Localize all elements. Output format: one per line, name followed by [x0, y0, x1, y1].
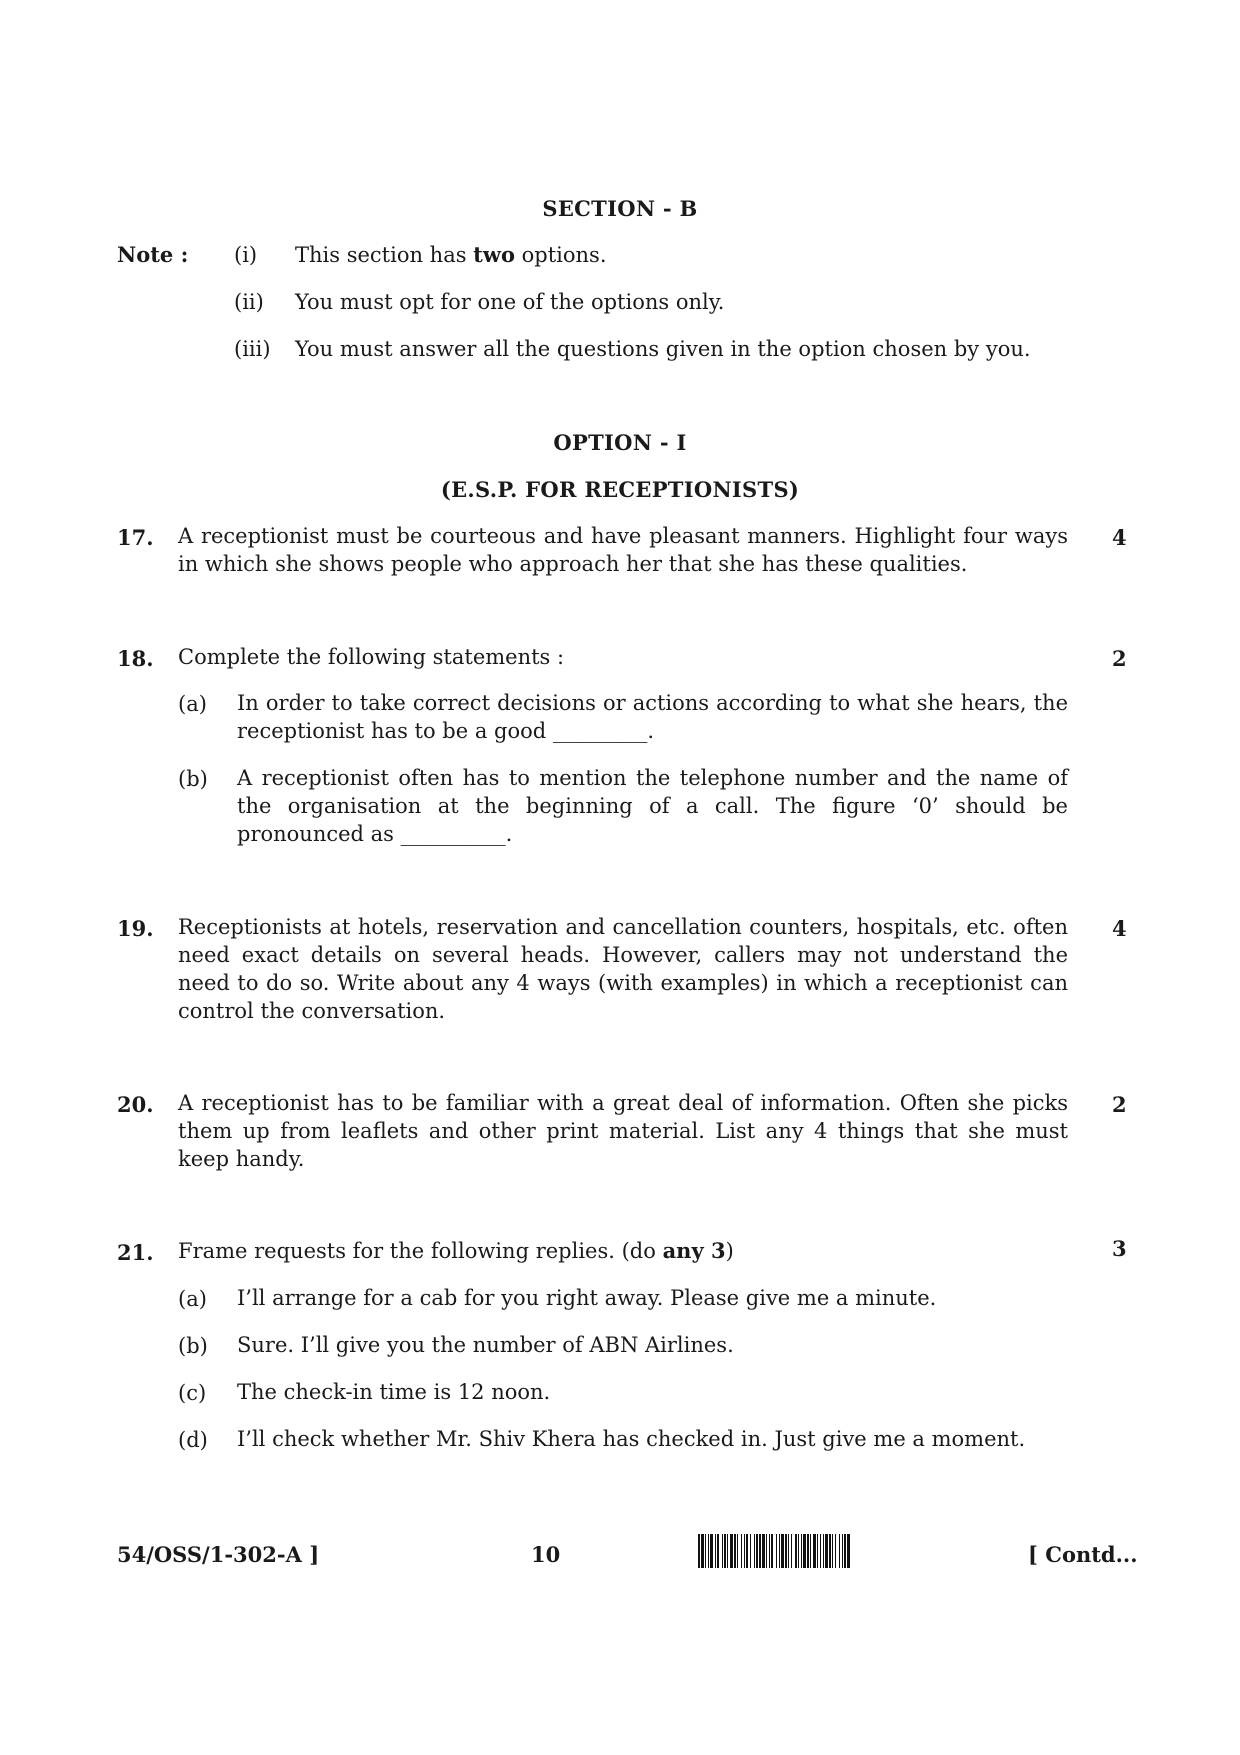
part-text: In order to take correct decisions or actions according to what she hears, the receptionist has to be a good _________.: [237, 691, 1068, 743]
note-item-text: You must answer all the questions given in the option chosen by you.: [295, 337, 1031, 361]
question-number: 17.: [117, 525, 154, 550]
question-text: Frame requests for the following replies. (do any 3): [178, 1238, 734, 1263]
part-text: I’ll check whether Mr. Shiv Khera has checked in. Just give me a moment.: [237, 1427, 1026, 1451]
note-label: Note :: [117, 242, 189, 267]
option-title: OPTION - I: [553, 430, 687, 455]
part-label: (c): [178, 1381, 207, 1405]
note-item-num: (ii): [234, 290, 264, 314]
question-text: A receptionist must be courteous and have pleasant manners. Highlight four ways in which she shows people who approach her that she has these qualities.: [178, 524, 1068, 576]
question-marks: 4: [1112, 525, 1127, 550]
note-item-num: (iii): [234, 337, 271, 361]
question-marks: 4: [1112, 916, 1127, 941]
barcode-gap: [850, 1534, 852, 1568]
contd-label: [ Contd...: [1028, 1542, 1138, 1567]
question-text: Complete the following statements :: [178, 645, 565, 669]
part-text: I’ll arrange for a cab for you right away. Please give me a minute.: [237, 1286, 937, 1310]
question-marks: 3: [1112, 1236, 1127, 1261]
part-label: (a): [178, 1287, 207, 1311]
part-label: (d): [178, 1428, 208, 1452]
question-marks: 2: [1112, 646, 1127, 671]
question-number: 21.: [117, 1240, 154, 1265]
note-item-text: This section has two options.: [295, 242, 607, 267]
option-subtitle: (E.S.P. FOR RECEPTIONISTS): [440, 477, 800, 502]
paper-code: 54/OSS/1-302-A ]: [117, 1542, 320, 1567]
page-number: 10: [531, 1542, 561, 1567]
question-marks: 2: [1112, 1092, 1127, 1117]
question-number: 19.: [117, 916, 154, 941]
note-item-num: (i): [234, 243, 258, 267]
part-label: (b): [178, 767, 208, 791]
question-text: A receptionist has to be familiar with a great deal of information. Often she picks them up from leaflets and other print material. List any 4 things that she must keep handy.: [178, 1091, 1068, 1171]
question-number: 20.: [117, 1092, 154, 1117]
barcode-image: [698, 1534, 1016, 1568]
part-label: (b): [178, 1334, 208, 1358]
part-label: (a): [178, 692, 207, 716]
section-title: SECTION - B: [542, 196, 698, 221]
part-text: Sure. I’ll give you the number of ABN Airlines.: [237, 1333, 734, 1357]
part-text: The check-in time is 12 noon.: [237, 1380, 551, 1404]
question-number: 18.: [117, 646, 154, 671]
question-text: Receptionists at hotels, reservation and cancellation counters, hospitals, etc. often need exact details on several heads. However, callers may not understand the need to do so. Write about any 4 ways (with examples) in which a receptionist can control the conversation.: [178, 915, 1068, 1023]
part-text: A receptionist often has to mention the telephone number and the name of the organisation at the beginning of a call. The figure ‘0’ should be pronounced as __________.: [237, 766, 1068, 846]
note-item-text: You must opt for one of the options only.: [295, 290, 725, 314]
